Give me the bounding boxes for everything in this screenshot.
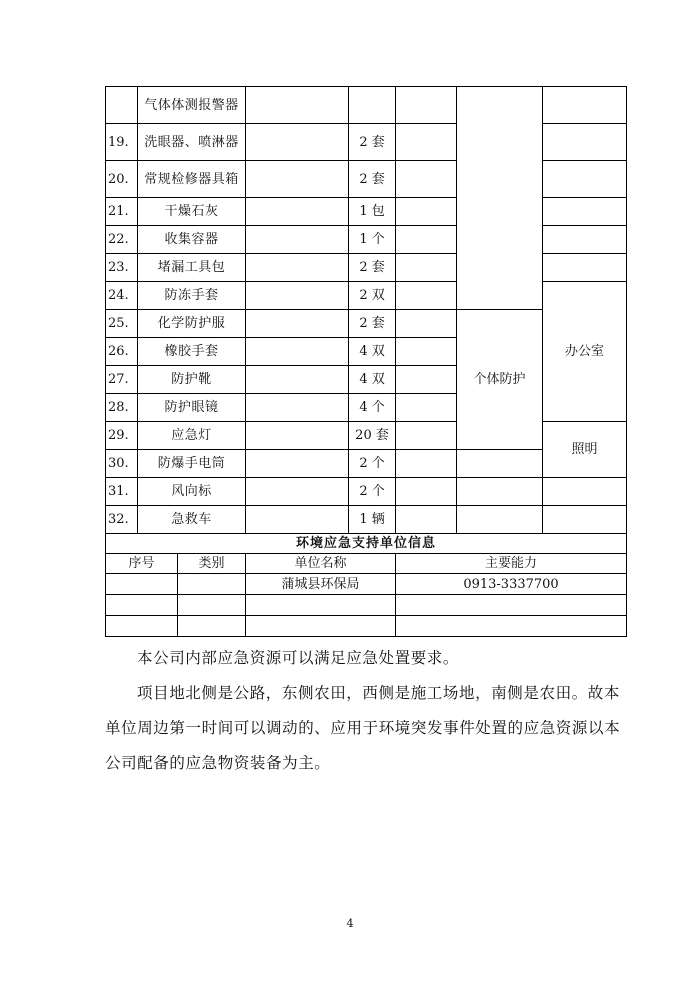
support-unit-name xyxy=(246,595,396,616)
item-name: 气体体测报警器 xyxy=(138,87,246,124)
spec-cell xyxy=(246,338,349,366)
item-quantity: 4 双 xyxy=(349,366,396,394)
spec-cell xyxy=(246,124,349,161)
location-cell xyxy=(543,124,627,161)
item-number: 27. xyxy=(106,366,138,394)
item-quantity: 2 个 xyxy=(349,478,396,506)
item-quantity: 20 套 xyxy=(349,422,396,450)
item-name: 急救车 xyxy=(138,506,246,534)
header-seq: 序号 xyxy=(106,554,178,574)
support-seq xyxy=(106,595,178,616)
spec-cell xyxy=(246,87,349,124)
support-row xyxy=(106,616,627,637)
item-quantity: 1 辆 xyxy=(349,506,396,534)
table-row xyxy=(106,506,627,534)
item-quantity: 2 套 xyxy=(349,254,396,282)
item-name: 化学防护服 xyxy=(138,310,246,338)
support-title-row xyxy=(106,534,627,554)
group-lighting: 照明 xyxy=(543,422,627,478)
support-row xyxy=(106,574,627,595)
table-row xyxy=(106,87,627,124)
item-number: 25. xyxy=(106,310,138,338)
support-capability: 0913-3337700 xyxy=(396,574,627,595)
location-office: 办公室 xyxy=(543,282,627,422)
item-name: 应急灯 xyxy=(138,422,246,450)
blank-cell xyxy=(396,124,457,161)
blank-cell xyxy=(396,198,457,226)
item-name: 防护眼镜 xyxy=(138,394,246,422)
group-cell-empty xyxy=(457,87,543,310)
group-cell-empty xyxy=(457,478,543,506)
blank-cell xyxy=(396,254,457,282)
blank-cell xyxy=(396,161,457,198)
support-category xyxy=(178,574,246,595)
blank-cell xyxy=(396,506,457,534)
blank-cell xyxy=(396,310,457,338)
blank-cell xyxy=(396,450,457,478)
item-number: 26. xyxy=(106,338,138,366)
item-name: 常规检修器具箱 xyxy=(138,161,246,198)
table-row xyxy=(106,282,627,310)
item-quantity: 1 个 xyxy=(349,226,396,254)
item-name: 橡胶手套 xyxy=(138,338,246,366)
item-quantity: 2 双 xyxy=(349,282,396,310)
header-category: 类别 xyxy=(178,554,246,574)
item-name: 防护靴 xyxy=(138,366,246,394)
item-number: 29. xyxy=(106,422,138,450)
support-header-row xyxy=(106,554,627,574)
table-row xyxy=(106,161,627,198)
item-name: 防冻手套 xyxy=(138,282,246,310)
spec-cell xyxy=(246,310,349,338)
support-category xyxy=(178,616,246,637)
support-unit-name: 蒲城县环保局 xyxy=(246,574,396,595)
item-number: 23. xyxy=(106,254,138,282)
blank-cell xyxy=(396,366,457,394)
item-number: 24. xyxy=(106,282,138,310)
item-name: 防爆手电筒 xyxy=(138,450,246,478)
item-number: 30. xyxy=(106,450,138,478)
item-name: 洗眼器、喷淋器 xyxy=(138,124,246,161)
table-row xyxy=(106,198,627,226)
emergency-resources-table xyxy=(105,86,627,637)
blank-cell xyxy=(396,282,457,310)
item-number: 31. xyxy=(106,478,138,506)
spec-cell xyxy=(246,450,349,478)
header-unit-name: 单位名称 xyxy=(246,554,396,574)
item-number: 32. xyxy=(106,506,138,534)
item-quantity: 2 套 xyxy=(349,161,396,198)
location-cell xyxy=(543,198,627,226)
support-row xyxy=(106,595,627,616)
item-number: 20. xyxy=(106,161,138,198)
spec-cell xyxy=(246,478,349,506)
support-category xyxy=(178,595,246,616)
location-cell xyxy=(543,161,627,198)
paragraph-internal-resources: 本公司内部应急资源可以满足应急处置要求。 xyxy=(137,649,460,667)
spec-cell xyxy=(246,161,349,198)
item-quantity xyxy=(349,87,396,124)
spec-cell xyxy=(246,366,349,394)
item-number: 19. xyxy=(106,124,138,161)
location-cell xyxy=(543,254,627,282)
location-cell xyxy=(543,226,627,254)
paragraph-surroundings: 项目地北侧是公路，东侧农田，西侧是施工场地，南侧是农田。故本单位周边第一时间可以调动的、应用于环境突发事件处置的应急资源以本公司配备的应急物资装备为主。 xyxy=(105,684,621,772)
item-quantity: 2 套 xyxy=(349,310,396,338)
table-row xyxy=(106,478,627,506)
support-unit-name xyxy=(246,616,396,637)
body-text xyxy=(105,641,626,781)
item-name: 干燥石灰 xyxy=(138,198,246,226)
support-capability xyxy=(396,616,627,637)
spec-cell xyxy=(246,506,349,534)
location-cell xyxy=(457,450,543,478)
spec-cell xyxy=(246,282,349,310)
blank-cell xyxy=(396,87,457,124)
spec-cell xyxy=(246,422,349,450)
item-number xyxy=(106,87,138,124)
spec-cell xyxy=(246,198,349,226)
support-seq xyxy=(106,574,178,595)
header-capability: 主要能力 xyxy=(396,554,627,574)
group-personal-protection: 个体防护 xyxy=(457,310,543,450)
item-name: 收集容器 xyxy=(138,226,246,254)
table-row xyxy=(106,124,627,161)
item-quantity: 4 个 xyxy=(349,394,396,422)
spec-cell xyxy=(246,254,349,282)
item-name: 风向标 xyxy=(138,478,246,506)
item-number: 28. xyxy=(106,394,138,422)
group-cell-empty xyxy=(457,506,543,534)
location-cell xyxy=(543,87,627,124)
location-cell xyxy=(543,506,627,534)
blank-cell xyxy=(396,338,457,366)
item-number: 21. xyxy=(106,198,138,226)
item-name: 堵漏工具包 xyxy=(138,254,246,282)
page-number: 4 xyxy=(346,917,354,930)
item-quantity: 2 套 xyxy=(349,124,396,161)
table-row xyxy=(106,226,627,254)
location-cell xyxy=(543,478,627,506)
item-quantity: 2 个 xyxy=(349,450,396,478)
blank-cell xyxy=(396,394,457,422)
support-seq xyxy=(106,616,178,637)
support-section-title: 环境应急支持单位信息 xyxy=(106,534,627,554)
table-row xyxy=(106,254,627,282)
spec-cell xyxy=(246,226,349,254)
table-row xyxy=(106,422,627,450)
support-capability xyxy=(396,595,627,616)
item-quantity: 4 双 xyxy=(349,338,396,366)
blank-cell xyxy=(396,422,457,450)
blank-cell xyxy=(396,226,457,254)
spec-cell xyxy=(246,394,349,422)
blank-cell xyxy=(396,478,457,506)
item-quantity: 1 包 xyxy=(349,198,396,226)
item-number: 22. xyxy=(106,226,138,254)
